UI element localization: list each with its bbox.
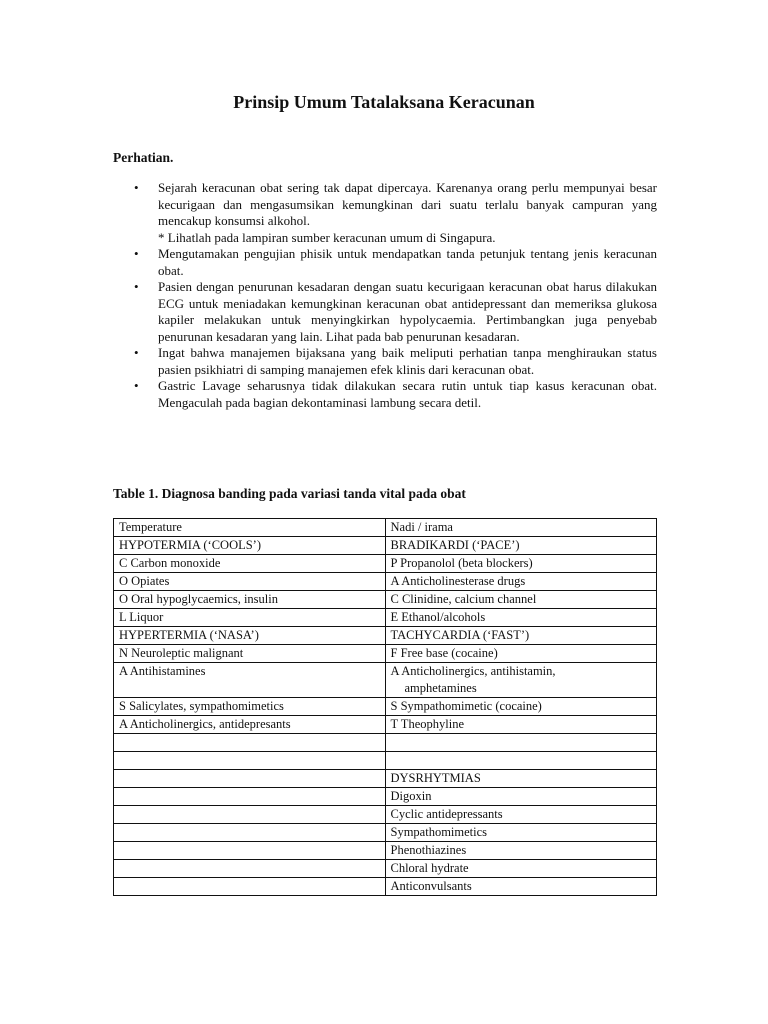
table-cell-pulse [385,806,657,824]
table-row [114,878,657,896]
table-cell-text: A Anticholinesterase drugs [390,574,526,588]
list-item [113,345,657,378]
table-cell-temperature [114,698,386,716]
table-row [114,627,657,645]
table-cell-pulse [385,716,657,734]
table-row [114,734,657,752]
table-cell-text: HYPERTERMIA (‘NASA’) [119,628,259,642]
table-cell-text: TACHYCARDIA (‘FAST’) [390,628,530,642]
table-cell-text: T Theophyline [390,717,464,731]
table-cell-temperature [114,645,386,663]
bullet-text: Sejarah keracunan obat sering tak dapat dipercaya. Karenanya orang perlu mempunyai besar kecurigaan dan mengasumsikan kemungkinan dari suatu terlalu banyak campuran yang mencakup konsumsi alkohol. [158,180,657,228]
table-cell-pulse [385,609,657,627]
table-row [114,573,657,591]
table-cell-pulse [385,519,657,537]
table-cell-temperature [114,555,386,573]
table-cell-temperature [114,734,386,752]
table-cell-continuation: amphetamines [404,681,477,695]
table-cell-temperature [114,878,386,896]
table-cell-text: Chloral hydrate [390,861,469,875]
table-row [114,806,657,824]
table-cell-text: N Neuroleptic malignant [119,646,244,660]
table-caption-label: Table 1 [113,486,155,501]
table-row [114,519,657,537]
vital-signs-table [113,518,657,896]
table-cell-temperature [114,663,386,698]
table-cell-text: A Antihistamines [119,664,206,678]
table-cell-text: C Clinidine, calcium channel [390,592,537,606]
table-cell-text: S Salicylates, sympathomimetics [119,699,284,713]
table-cell-text: S Sympathomimetic (cocaine) [390,699,542,713]
bullet-icon: • [134,180,139,195]
table-cell-pulse [385,573,657,591]
section-heading: Perhatian. [113,150,174,165]
table-row [114,555,657,573]
table-cell-text: E Ethanol/alcohols [390,610,486,624]
bullet-note: * Lihatlah pada lampiran sumber keracunan umum di Singapura. [158,229,496,245]
table-cell-text: Anticonvulsants [390,879,472,893]
table-cell-text: Digoxin [390,789,432,803]
table-cell-temperature [114,537,386,555]
table-row [114,788,657,806]
table-cell-pulse [385,591,657,609]
table-cell-text: A Anticholinergics, antihistamin, [390,664,556,678]
bullet-text: Pasien dengan penurunan kesadaran dengan suatu kecurigaan keracunan obat harus dilakukan ECG untuk meniadakan kemungkinan keracunan obat antidepressant dan memeriksa glukosa kapiler melakukan untuk menyingkirkan hypolycaemia. Pertimbangkan juga penyebab penurunan kesadaran yang lain. Lihat pada bab penurunan kesadaran. [158,279,657,344]
list-item [113,279,657,345]
bullet-icon: • [134,246,139,261]
table-cell-pulse [385,537,657,555]
bullet-text: Ingat bahwa manajemen bijaksana yang baik meliputi perhatian tanpa menghiraukan status pasien psikhiatri di samping manajemen efek klinis dari keracunan obat. [158,345,657,377]
table-cell-temperature [114,842,386,860]
table-caption [113,486,466,502]
bullet-list [113,180,657,411]
table-cell-text: DYSRHYTMIAS [390,771,481,785]
table-cell-text: HYPOTERMIA (‘COOLS’) [119,538,262,552]
table-cell-text: Cyclic antidepressants [390,807,503,821]
table-cell-pulse [385,698,657,716]
table-cell-text: BRADIKARDI (‘PACE’) [390,538,520,552]
table-cell-temperature [114,806,386,824]
bullet-text: Gastric Lavage seharusnya tidak dilakukan secara rutin untuk tiap kasus keracunan obat. Mengaculah pada bagian dekontaminasi lambung secara detil. [158,378,657,410]
table-cell-pulse [385,734,657,752]
table-row [114,716,657,734]
bullet-icon: • [134,345,139,360]
table-cell-pulse [385,752,657,770]
table-cell-pulse [385,860,657,878]
table-cell-temperature [114,860,386,878]
table-row [114,860,657,878]
table-cell-temperature [114,752,386,770]
table-cell-pulse [385,842,657,860]
table-row [114,609,657,627]
table-cell-pulse [385,824,657,842]
table-row [114,770,657,788]
table-cell-text: P Propanolol (beta blockers) [390,556,533,570]
table-cell-text: Temperature [119,520,182,534]
table-cell-temperature [114,824,386,842]
table-cell-temperature [114,573,386,591]
table-cell-text: A Anticholinergics, antidepresants [119,717,291,731]
table-cell-temperature [114,770,386,788]
table-row [114,591,657,609]
table-row [114,842,657,860]
list-item [113,378,657,411]
table-cell-pulse [385,663,657,698]
table-row [114,824,657,842]
table-cell-text: Nadi / irama [390,520,453,534]
table-cell-temperature [114,716,386,734]
table-cell-temperature [114,609,386,627]
table-cell-temperature [114,627,386,645]
list-item [113,246,657,279]
table-row [114,752,657,770]
table-cell-temperature [114,788,386,806]
table-cell-pulse [385,645,657,663]
table-cell-text: Sympathomimetics [390,825,488,839]
bullet-icon: • [134,279,139,294]
table-cell-text: F Free base (cocaine) [390,646,498,660]
table-cell-temperature [114,519,386,537]
table-cell-text: Phenothiazines [390,843,467,857]
table-row [114,698,657,716]
page-title: Prinsip Umum Tatalaksana Keracunan [233,92,535,112]
table-cell-text: O Opiates [119,574,170,588]
table-cell-pulse [385,788,657,806]
list-item [113,180,657,246]
bullet-icon: • [134,378,139,393]
table-cell-text: L Liquor [119,610,164,624]
table-cell-text: C Carbon monoxide [119,556,221,570]
table-cell-temperature [114,591,386,609]
table-cell-pulse [385,878,657,896]
table-cell-text: O Oral hypoglycaemics, insulin [119,592,278,606]
table-row [114,537,657,555]
table-row [114,645,657,663]
table-cell-pulse [385,770,657,788]
table-caption-text: . Diagnosa banding pada variasi tanda vital pada obat [154,486,466,501]
bullet-text: Mengutamakan pengujian phisik untuk mendapatkan tanda petunjuk tentang jenis keracunan obat. [158,246,657,278]
table-cell-pulse [385,555,657,573]
table-row [114,663,657,698]
table-cell-pulse [385,627,657,645]
